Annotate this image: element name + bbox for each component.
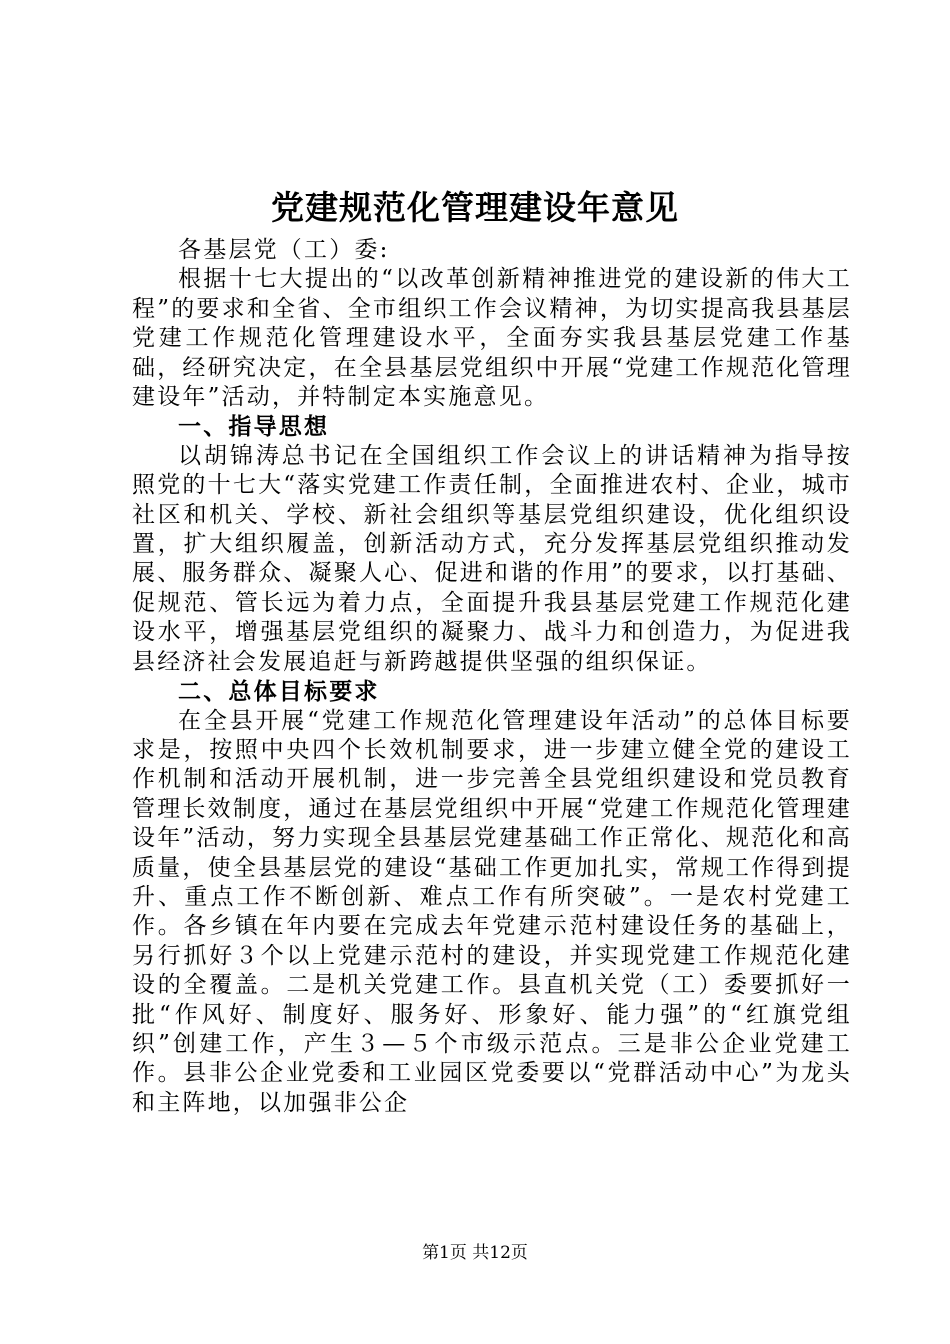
section-paragraph-guiding-ideology: 以胡锦涛总书记在全国组织工作会议上的讲话精神为指导按照党的十七大“落实党建工作责任制，全面推进农村、企业，城市社区和机关、学校、新社会组织等基层党组织建设，优化组织设置，扩大组织履盖，创新活动方式，充分发挥基层党组织推动发展、服务群众、凝聚人心、促进和谐的作用”的要求，以打基础、促规范、管长远为着力点，全面提升我县基层党建工作规范化建设水平，增强基层党组织的凝聚力、战斗力和创造力，为促进我县经济社会发展追赶与新跨越提供坚强的组织保证。 [132, 442, 852, 675]
section-heading-overall-goals: 二、总体目标要求 [178, 678, 380, 706]
intro-paragraph: 根据十七大提出的“以改革创新精神推进党的建设新的伟大工程”的要求和全省、全市组织工作会议精神，为切实提高我县基层党建工作规范化管理建设水平，全面夯实我县基层党建工作基础，经研究决定，在全县基层党组织中开展“党建工作规范化管理建设年”活动，并特制定本实施意见。 [132, 266, 852, 411]
section-paragraph-overall-goals: 在全县开展“党建工作规范化管理建设年活动”的总体目标要求是，按照中央四个长效机制要求，进一步建立健全党的建设工作机制和活动开展机制，进一步完善全县党组织建设和党员教育管理长效制度，通过在基层党组织中开展“党建工作规范化管理建设年”活动，努力实现全县基层党建基础工作正常化、规范化和高质量，使全县基层党的建设“基础工作更加扎实，常规工作得到提升、重点工作不断创新、难点工作有所突破”。一是农村党建工作。各乡镇在年内要在完成去年党建示范村建设任务的基础上，另行抓好３个以上党建示范村的建设，并实现党建工作规范化建设的全覆盖。二是机关党建工作。县直机关党（工）委要抓好一批“作风好、制度好、服务好、形象好、能力强”的“红旗党组织”创建工作，产生３—５个市级示范点。三是非公企业党建工作。县非公企业党委和工业园区党委要以“党群活动中心”为龙头和主阵地，以加强非公企 [132, 707, 852, 1116]
document-body [132, 236, 852, 1118]
section-heading-guiding-ideology: 一、指导思想 [178, 413, 330, 441]
salutation: 各基层党（工）委: [178, 237, 390, 263]
page-title: 党建规范化管理建设年意见 [271, 188, 679, 227]
page-number-footer: 第1页 共12页 [422, 1243, 528, 1263]
